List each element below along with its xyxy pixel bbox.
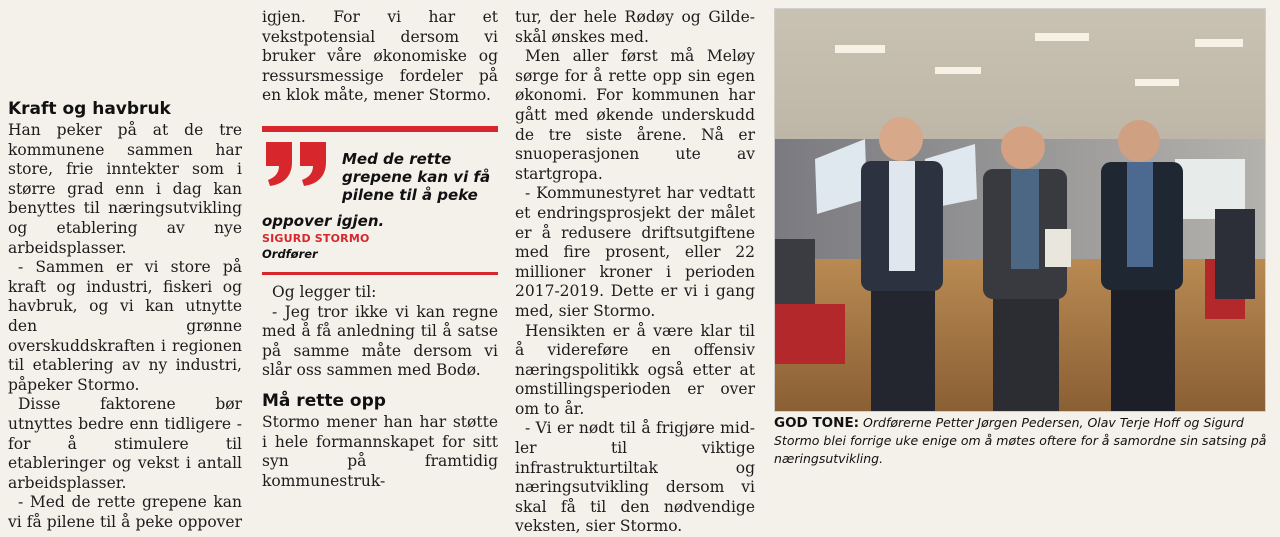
paragraph: tur, der hele Rødøy og Gildeskål ønskes med. — [515, 8, 755, 46]
photo-illustration — [775, 9, 1265, 411]
article-column-1 — [8, 99, 242, 532]
paragraph: igjen. For vi har et vekstpotensial dersom vi bruker våre økonomiske og ressursmessige fordeler på en klok måte, mener Stormo. — [262, 8, 498, 105]
paragraph: Og legger til: — [272, 283, 377, 301]
caption-label: GOD TONE: — [774, 415, 860, 431]
paragraph: - Kommunestyret har vedtatt et endringsprosjekt der målet er å redusere driftsutgiftene med fire prosent, eller 22 millioner kroner i perioden 2017-2019. Dette er vi i gang med, sier Stormo. — [515, 184, 755, 320]
pull-quote-role: Ordfører — [262, 247, 318, 261]
photo-caption — [774, 414, 1270, 468]
paragraph: Han peker på at de tre kommunene sammen har store, frie inntekter som i større grad enn i dag kan benyttes til næringsutvikling og etablering av nye arbeidsplasser. — [8, 121, 242, 257]
paragraph: Hensikten er å være klar til å videreføre en offensiv næringspolitikk også etter at omstillingsperioden er over om to år. — [515, 321, 755, 418]
section-heading-kraft: Kraft og havbruk — [8, 99, 171, 119]
caption-text: Ordførerne Petter Jørgen Pedersen, Olav Terje Hoff og Sigurd Stormo blei forrige uke enige om å møtes oftere for å samordne sin satsing på næringsutvikling. — [774, 415, 1267, 466]
article-column-2 — [262, 8, 498, 106]
article-column-2-lower — [262, 283, 498, 491]
paragraph: - Sammen er vi store på kraft og industri, fiskeri og havbruk, og vi kan utnytte den grønne overskuddskraften i regionen til etablering av ny industri, påpeker Stormo. — [8, 258, 242, 394]
quote-mark-icon — [262, 140, 330, 188]
paragraph: - Vi er nødt til å frigjøre midler til viktige infrastrukturtiltak og næringsutvikling dersom vi skal få til den nødvendige veksten, sier Stormo. — [515, 419, 755, 536]
section-heading-ma-rette-opp: Må rette opp — [262, 390, 386, 411]
paragraph: - Med de rette grepene kan vi få pilene til å peke oppover — [8, 493, 242, 531]
pull-quote-name: SIGURD STORMO — [262, 232, 370, 245]
paragraph: - Jeg tror ikke vi kan regne med å få anledning til å satse på samme måte dersom vi slår oss sammen med Bodø. — [262, 302, 498, 380]
pull-quote-text: Med de rette grepene kan vi få pilene til å peke — [342, 150, 491, 204]
paragraph: Disse faktorene bør utnyttes bedre enn tidligere - for å stimulere til etableringer og vekst i antall arbeidsplasser. — [8, 395, 242, 492]
pull-quote — [262, 126, 498, 275]
pull-quote-text-end: oppover igjen. — [262, 212, 385, 230]
article-column-3 — [515, 8, 755, 537]
paragraph: Stormo mener han har støtte i hele formannskapet for sitt syn på framtidig kommunestruk- — [262, 412, 498, 490]
news-photo — [774, 8, 1266, 412]
paragraph: Men aller først må Meløy sørge for å rette opp sin egen økonomi. For kommunen har gått med økende underskudd de tre siste årene. Nå er snuoperasjonen ute av startgropa. — [515, 47, 755, 183]
